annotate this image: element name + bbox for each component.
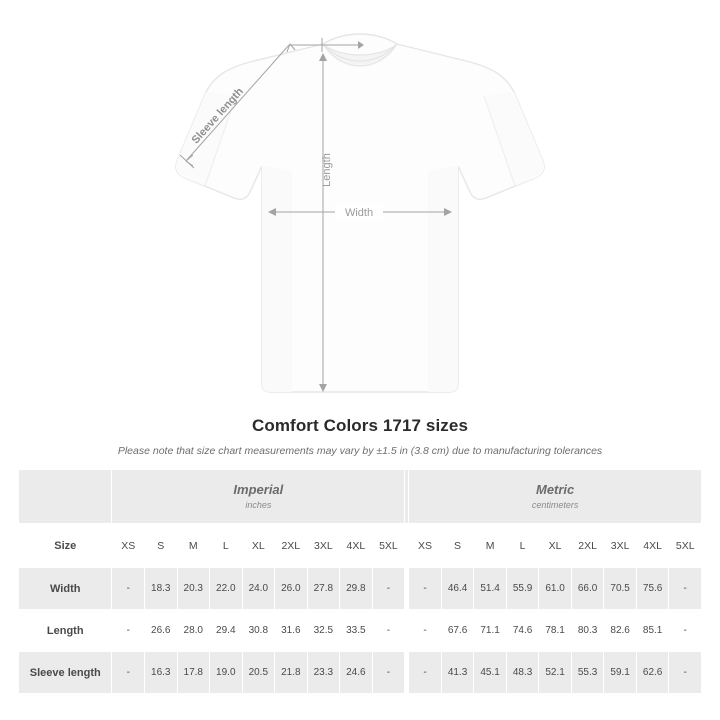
cell-sleeve-metric-5xl: - xyxy=(669,652,702,694)
row-label-sleeve-length: Sleeve length xyxy=(19,652,112,694)
table-row xyxy=(19,652,702,694)
cell-width-imperial-2xl: 26.0 xyxy=(275,568,308,610)
cell-width-metric-xs: - xyxy=(409,568,442,610)
row-label-width: Width xyxy=(19,568,112,610)
cell-sleeve-imperial-3xl: 23.3 xyxy=(307,652,340,694)
cell-sleeve-metric-s: 41.3 xyxy=(441,652,474,694)
size-table xyxy=(18,469,702,694)
cell-sleeve-metric-xs: - xyxy=(409,652,442,694)
cell-length-imperial-2xl: 31.6 xyxy=(275,610,308,652)
cell-width-imperial-5xl: - xyxy=(372,568,405,610)
cell-length-imperial-5xl: - xyxy=(372,610,405,652)
cell-width-imperial-m: 20.3 xyxy=(177,568,210,610)
cell-width-metric-l: 55.9 xyxy=(506,568,539,610)
cell-width-metric-3xl: 70.5 xyxy=(604,568,637,610)
header-metric-2xl: 2XL xyxy=(571,524,604,568)
cell-length-imperial-4xl: 33.5 xyxy=(340,610,373,652)
header-imperial-xl: XL xyxy=(242,524,275,568)
header-imperial-s: S xyxy=(145,524,178,568)
title-block xyxy=(0,416,720,457)
cell-length-metric-xl: 78.1 xyxy=(539,610,572,652)
cell-sleeve-imperial-xs: - xyxy=(112,652,145,694)
cell-sleeve-imperial-l: 19.0 xyxy=(210,652,243,694)
cell-sleeve-imperial-4xl: 24.6 xyxy=(340,652,373,694)
cell-length-metric-xs: - xyxy=(409,610,442,652)
band-spacer-left xyxy=(19,470,112,524)
cell-length-metric-2xl: 80.3 xyxy=(571,610,604,652)
header-imperial-3xl: 3XL xyxy=(307,524,340,568)
table-row xyxy=(19,568,702,610)
cell-length-imperial-xl: 30.8 xyxy=(242,610,275,652)
cell-width-metric-4xl: 75.6 xyxy=(636,568,669,610)
cell-sleeve-imperial-xl: 20.5 xyxy=(242,652,275,694)
cell-sleeve-metric-m: 45.1 xyxy=(474,652,507,694)
header-imperial-2xl: 2XL xyxy=(275,524,308,568)
cell-sleeve-metric-2xl: 55.3 xyxy=(571,652,604,694)
tolerance-note: Please note that size chart measurements may vary by ±1.5 in (3.8 cm) due to manufacturing tolerances xyxy=(117,445,603,457)
cell-width-metric-2xl: 66.0 xyxy=(571,568,604,610)
unit-band-row xyxy=(19,470,702,524)
cell-length-metric-s: 67.6 xyxy=(441,610,474,652)
cell-length-metric-5xl: - xyxy=(669,610,702,652)
cell-sleeve-imperial-m: 17.8 xyxy=(177,652,210,694)
cell-width-imperial-xl: 24.0 xyxy=(242,568,275,610)
row-label-length: Length xyxy=(19,610,112,652)
size-header-row xyxy=(19,524,702,568)
cell-length-imperial-m: 28.0 xyxy=(177,610,210,652)
header-metric-m: M xyxy=(474,524,507,568)
cell-sleeve-imperial-s: 16.3 xyxy=(145,652,178,694)
page-title: Comfort Colors 1717 sizes xyxy=(251,416,468,435)
header-imperial-5xl: 5XL xyxy=(372,524,405,568)
header-metric-3xl: 3XL xyxy=(604,524,637,568)
cell-sleeve-metric-3xl: 59.1 xyxy=(604,652,637,694)
cell-width-imperial-s: 18.3 xyxy=(145,568,178,610)
cell-width-imperial-3xl: 27.8 xyxy=(307,568,340,610)
cell-length-imperial-3xl: 32.5 xyxy=(307,610,340,652)
cell-width-metric-5xl: - xyxy=(669,568,702,610)
cell-width-imperial-xs: - xyxy=(112,568,145,610)
header-metric-xl: XL xyxy=(539,524,572,568)
row-header-label: Size xyxy=(19,524,112,568)
header-metric-4xl: 4XL xyxy=(636,524,669,568)
header-metric-s: S xyxy=(441,524,474,568)
header-metric-xs: XS xyxy=(409,524,442,568)
cell-length-imperial-s: 26.6 xyxy=(145,610,178,652)
cell-sleeve-metric-xl: 52.1 xyxy=(539,652,572,694)
cell-sleeve-metric-l: 48.3 xyxy=(506,652,539,694)
length-label: Length xyxy=(321,153,333,187)
cell-width-metric-s: 46.4 xyxy=(441,568,474,610)
header-imperial-l: L xyxy=(210,524,243,568)
cell-length-imperial-xs: - xyxy=(112,610,145,652)
cell-length-metric-l: 74.6 xyxy=(506,610,539,652)
header-imperial-m: M xyxy=(177,524,210,568)
cell-length-metric-4xl: 85.1 xyxy=(636,610,669,652)
cell-width-metric-xl: 61.0 xyxy=(539,568,572,610)
cell-length-metric-3xl: 82.6 xyxy=(604,610,637,652)
cell-sleeve-imperial-2xl: 21.8 xyxy=(275,652,308,694)
table-row xyxy=(19,610,702,652)
cell-sleeve-imperial-5xl: - xyxy=(372,652,405,694)
header-metric-5xl: 5XL xyxy=(669,524,702,568)
imperial-name: Imperial xyxy=(233,481,284,497)
metric-sub: centimeters xyxy=(531,500,579,511)
imperial-band xyxy=(112,470,405,524)
width-label: Width xyxy=(344,207,374,219)
cell-width-imperial-4xl: 29.8 xyxy=(340,568,373,610)
cell-length-metric-m: 71.1 xyxy=(474,610,507,652)
cell-sleeve-metric-4xl: 62.6 xyxy=(636,652,669,694)
cell-width-metric-m: 51.4 xyxy=(474,568,507,610)
header-metric-l: L xyxy=(506,524,539,568)
imperial-sub: inches xyxy=(245,500,272,511)
metric-name: Metric xyxy=(535,481,575,497)
cell-length-imperial-l: 29.4 xyxy=(210,610,243,652)
header-imperial-4xl: 4XL xyxy=(340,524,373,568)
cell-width-imperial-l: 22.0 xyxy=(210,568,243,610)
size-table-wrapper xyxy=(0,469,720,694)
metric-band xyxy=(409,470,702,524)
sleeve-length-label: Sleeve length xyxy=(189,85,246,147)
header-imperial-xs: XS xyxy=(112,524,145,568)
